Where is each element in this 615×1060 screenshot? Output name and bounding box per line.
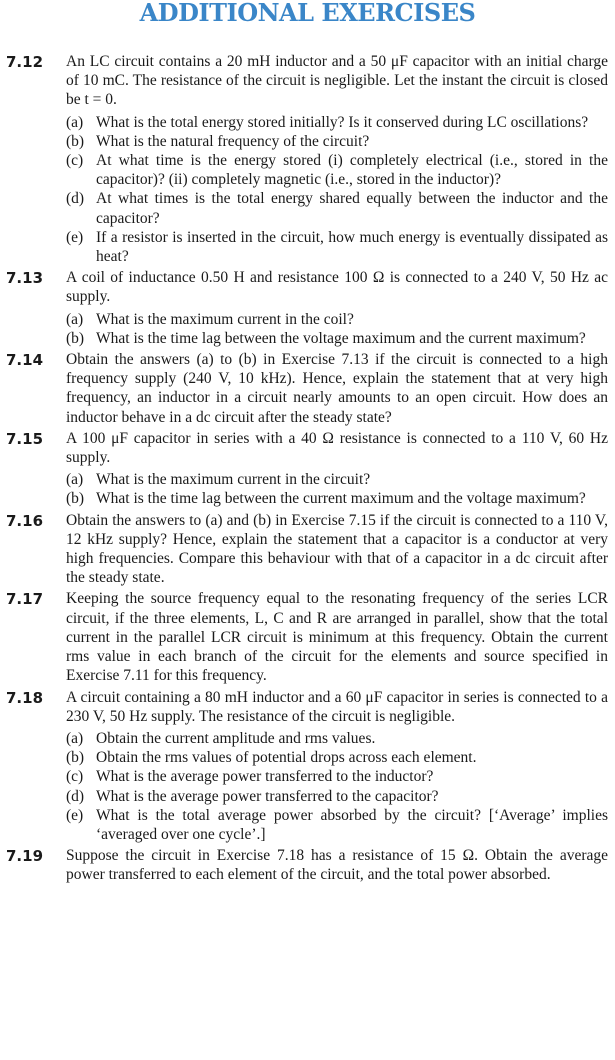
exercise-7-17 bbox=[6, 589, 608, 685]
exercise-part bbox=[66, 489, 608, 508]
exercise-statement: Suppose the circuit in Exercise 7.18 has a resistance of 15 Ω. Obtain the average power transferred to each element of the circuit, and the total power absorbed. bbox=[66, 847, 608, 884]
exercise-statement: A circuit containing a 80 mH inductor and a 60 μF capacitor in series is connected to a 230 V, 50 Hz supply. The resistance of the circuit is negligible. bbox=[66, 688, 608, 725]
exercise-7-15 bbox=[6, 429, 608, 509]
part-text: At what times is the total energy shared equally between the inductor and the capacitor? bbox=[96, 190, 608, 227]
part-text: What is the average power transferred to the inductor? bbox=[96, 768, 434, 786]
part-text: What is the time lag between the current maximum and the voltage maximum? bbox=[96, 490, 586, 508]
exercise-statement: Obtain the answers (a) to (b) in Exercise 7.13 if the circuit is connected to a high frequency supply (240 V, 10 kHz). Hence, explain the statement that at very high frequency, an inductor in a circuit nearly amounts to an open circuit. How does an inductor behave in a dc circuit after the steady state? bbox=[66, 351, 608, 426]
part-label: (b) bbox=[66, 490, 85, 508]
exercise-7-12 bbox=[6, 52, 608, 266]
exercise-part bbox=[66, 228, 608, 266]
exercise-statement: A 100 μF capacitor in series with a 40 Ω resistance is connected to a 110 V, 60 Hz supply. bbox=[66, 429, 608, 467]
exercise-number: 7.13 bbox=[6, 269, 44, 288]
page-title: ADDITIONAL EXERCISES bbox=[139, 0, 476, 27]
part-text: What is the total energy stored initially? Is it conserved during LC oscillations? bbox=[96, 113, 589, 131]
part-label: (b) bbox=[66, 329, 85, 347]
part-text: If a resistor is inserted in the circuit, how much energy is eventually dissipated as heat? bbox=[96, 228, 608, 266]
exercise-number: 7.18 bbox=[6, 688, 44, 707]
exercise-statement: An LC circuit contains a 20 mH inductor and a 50 μF capacitor with an initial charge of 10 mC. The resistance of the circuit is negligible. Let the instant the circuit is closed be t = 0. bbox=[66, 53, 608, 109]
exercise-part bbox=[66, 189, 608, 227]
exercise-part bbox=[66, 132, 608, 151]
exercise-part bbox=[66, 151, 608, 189]
exercise-parts bbox=[66, 729, 608, 844]
exercise-7-18 bbox=[6, 688, 608, 845]
exercise-number: 7.14 bbox=[6, 351, 44, 370]
part-label: (b) bbox=[66, 132, 85, 150]
exercise-7-16 bbox=[6, 511, 608, 588]
part-text: What is the time lag between the voltage maximum and the current maximum? bbox=[96, 329, 586, 347]
part-label: (e) bbox=[66, 806, 84, 824]
part-label: (e) bbox=[66, 228, 84, 246]
exercise-part bbox=[66, 470, 608, 489]
part-text: What is the average power transferred to the capacitor? bbox=[96, 787, 439, 805]
part-label: (a) bbox=[66, 113, 84, 131]
part-label: (d) bbox=[66, 190, 85, 208]
part-text: What is the total average power absorbed by the circuit? [‘Average’ implies ‘averaged over one cycle’.] bbox=[96, 806, 608, 843]
part-label: (a) bbox=[66, 729, 84, 747]
exercise-parts bbox=[66, 310, 608, 348]
exercise-parts bbox=[66, 470, 608, 508]
exercise-7-19 bbox=[6, 846, 608, 884]
part-label: (a) bbox=[66, 471, 84, 489]
exercise-statement: Keeping the source frequency equal to the resonating frequency of the series LCR circuit, if the three elements, L, C and R are arranged in parallel, show that the total current in the parallel LCR circuit is minimum at this frequency. Obtain the current rms value in each branch of the circuit for the elements and source specified in Exercise 7.11 for this frequency. bbox=[66, 590, 608, 685]
exercise-part bbox=[66, 329, 608, 348]
part-text: What is the maximum current in the coil? bbox=[96, 310, 354, 328]
part-label: (d) bbox=[66, 787, 85, 805]
exercise-number: 7.19 bbox=[6, 847, 44, 866]
exercise-part bbox=[66, 767, 608, 786]
part-text: Obtain the rms values of potential drops across each element. bbox=[96, 749, 477, 767]
exercise-part bbox=[66, 748, 608, 767]
exercise-number: 7.17 bbox=[6, 590, 44, 609]
exercise-7-13 bbox=[6, 268, 608, 348]
exercise-statement: A coil of inductance 0.50 H and resistance 100 Ω is connected to a 240 V, 50 Hz ac supply. bbox=[66, 269, 608, 306]
part-label: (c) bbox=[66, 152, 84, 170]
exercise-part bbox=[66, 113, 608, 132]
exercise-parts bbox=[66, 113, 608, 267]
part-text: At what time is the energy stored (i) completely electrical (i.e., stored in the capacitor)? (ii) completely magnetic (i.e., stored in the inductor)? bbox=[96, 152, 608, 189]
exercise-part bbox=[66, 806, 608, 844]
exercise-part bbox=[66, 729, 608, 748]
exercise-number: 7.12 bbox=[6, 53, 44, 71]
part-text: What is the natural frequency of the circuit? bbox=[96, 132, 370, 150]
exercise-7-14 bbox=[6, 350, 608, 427]
exercise-number: 7.15 bbox=[6, 429, 44, 448]
part-label: (b) bbox=[66, 749, 85, 767]
exercise-statement: Obtain the answers to (a) and (b) in Exercise 7.15 if the circuit is connected to a 110 V, 12 kHz supply? Hence, explain the statement that a capacitor is a conductor at very high frequencies. Compare this behaviour with that of a capacitor in a dc circuit after the steady state. bbox=[66, 511, 608, 587]
exercise-list bbox=[6, 52, 608, 887]
exercise-part bbox=[66, 787, 608, 806]
exercise-part bbox=[66, 310, 608, 329]
part-text: What is the maximum current in the circuit? bbox=[96, 471, 371, 489]
part-text: Obtain the current amplitude and rms values. bbox=[96, 729, 376, 747]
part-label: (a) bbox=[66, 310, 84, 328]
exercise-number: 7.16 bbox=[6, 511, 44, 530]
part-label: (c) bbox=[66, 768, 84, 786]
